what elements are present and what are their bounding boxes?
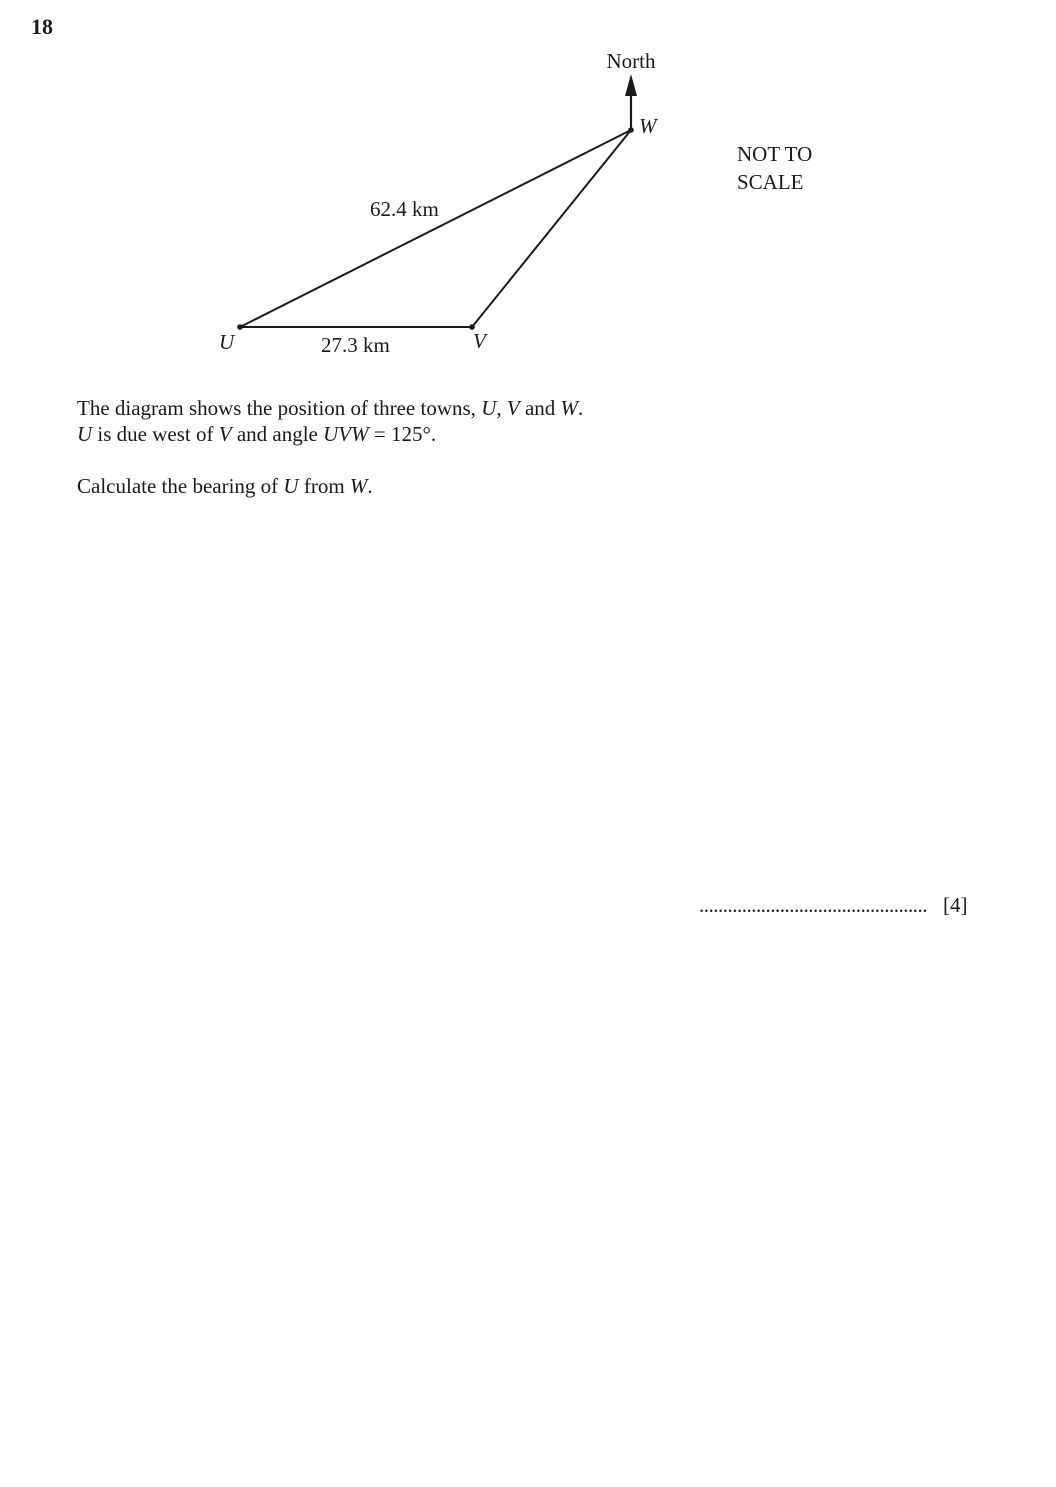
intro-uvw: UVW [323, 422, 369, 446]
task-u: U [283, 474, 299, 498]
point-w-dot [628, 127, 634, 133]
answer-line[interactable] [699, 893, 968, 918]
marks-label: [4] [943, 893, 968, 917]
question-intro [77, 395, 583, 447]
length-uw: 62.4 km [370, 197, 439, 221]
intro-w: W [560, 396, 579, 420]
side-vw [472, 130, 631, 327]
note-line-1: NOT TO [737, 142, 813, 166]
note-line-2: SCALE [737, 170, 804, 194]
intro-text-3: and angle [231, 422, 324, 446]
intro-period: . [578, 396, 584, 420]
intro-comma: , [496, 396, 507, 420]
task-period: . [367, 474, 373, 498]
not-to-scale-note [737, 140, 812, 196]
label-v: V [473, 329, 486, 353]
intro-text-1: The diagram shows the position of three towns, [77, 396, 482, 420]
intro-text-4: = 125°. [368, 422, 437, 446]
label-u: U [219, 330, 235, 354]
task-text-2: from [298, 474, 350, 498]
triangle-diagram [0, 0, 1056, 380]
answer-dots[interactable]: ................................................ [699, 893, 927, 917]
intro-and: and [519, 396, 561, 420]
intro-u: U [481, 396, 497, 420]
question-number: 18 [31, 14, 53, 39]
intro-v: V [506, 396, 520, 420]
north-arrow-head [625, 74, 637, 96]
north-label: North [606, 49, 656, 73]
task-text-1: Calculate the bearing of [77, 474, 284, 498]
intro-v2: V [218, 422, 232, 446]
length-uv: 27.3 km [321, 333, 390, 357]
point-u-dot [237, 324, 243, 330]
side-uw [240, 130, 631, 327]
intro-u2: U [77, 422, 93, 446]
question-task [77, 473, 373, 499]
task-w: W [349, 474, 368, 498]
label-w: W [639, 114, 657, 138]
intro-text-2: is due west of [92, 422, 219, 446]
